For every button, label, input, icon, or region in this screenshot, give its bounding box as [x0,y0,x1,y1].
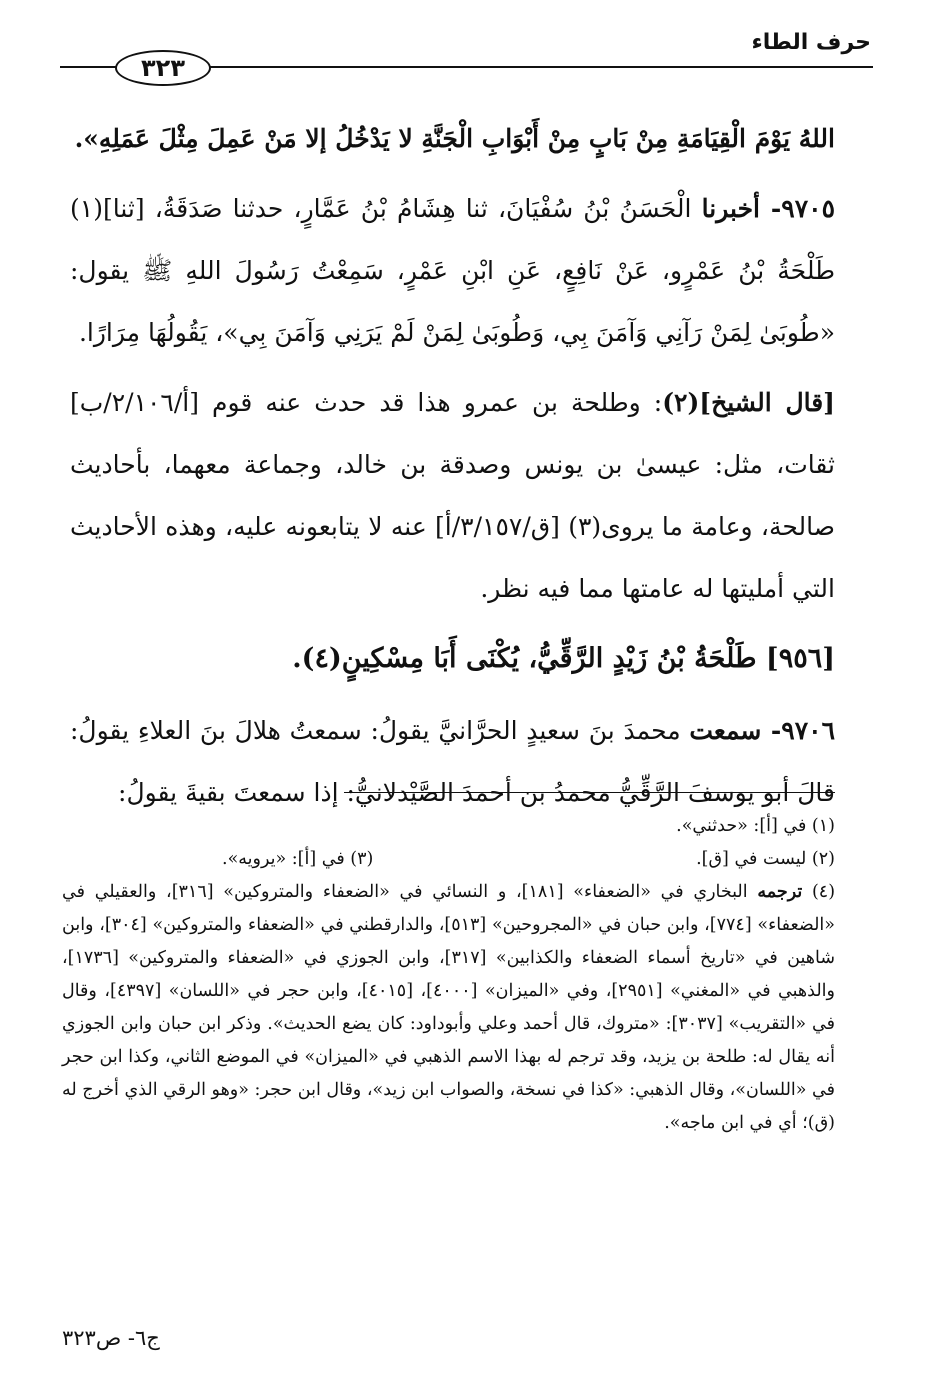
footnote-rule [344,792,835,793]
hadith-text: محمدَ بنَ سعيدٍ الحرَّانيَّ يقولُ: سمعتُ هلالَ بنَ العلاءِ يقولُ: قالَ أبو يوسفَ الرَّقِّيُّ محمدُ بن أحمدَ الصَّيْدلانيُّ: إذا سمعتَ بقيةَ يقولُ: [70,716,835,807]
page-number: ٣٢٣ [115,50,211,86]
footnote-row [62,843,835,876]
footnote-4-text: البخاري في «الضعفاء» [١٨١]، و النسائي في «الضعفاء والمتروكين» [٣١٦]، والعقيلي في «الضعفاء» [٧٧٤]، وابن حبان في «المجروحين» [٥١٣]، والدارقطني في «الضعفاء والمتروكين» [٣٠٤]، وابن شاهين في «تاريخ أسماء الضعفاء والكذابين» [٣١٧]، وابن الجوزي في «الضعفاء والمتروكين» [١٧٣٦]، والذهبي في «المغني» [٢٩٥١]، وفي «الميزان» [٤٠٠٠]، [٤٠١٥]، وابن حجر في «اللسان» [٤٣٩٧]، وقال في «التقريب» [٣٠٣٧]: «متروك، قال أحمد وعلي وأبوداود: كان يضع الحديث». وذكر ابن حبان وابن الجوزي أنه يقال له: طلحة بن يزيد، وقد ترجم له بهذا الاسم الذهبي في «الميزان» في الموضع الثاني، وكذا ابن حجر في «اللسان»، وقال الذهبي: «كذا في نسخة، والصواب ابن زيد»، وقال ابن حجر: «وهو الرقي الذي أخرج له (ق)؛ أي في ابن ماجه». [62,882,835,1133]
hadith-text: الْحَسَنُ بْنُ سُفْيَانَ، ثنا هِشَامُ بْنُ عَمَّارٍ، حدثنا صَدَقَةُ، [ثنا](١) طَلْحَةُ بْنُ عَمْرٍو، عَنْ نَافِعٍ، عَنِ ابْنِ عَمْرٍ، سَمِعْتُ رَسُولَ اللهِ ﷺ يقول: «طُوبَىٰ لِمَنْ رَآنِي وَآمَنَ بِي، وَطُوبَىٰ لِمَنْ لَمْ يَرَنِي وَآمَنَ بِي»، يَقُولُهَا مِرَارًا. [70,194,835,347]
comment-lead: [قال الشيخ](٢) [662,388,836,417]
volume-page-reference: ج٦- ص٣٢٣ [62,1326,160,1350]
chapter-title: حرف الطاء [751,30,871,55]
hadith-lead: سمعت [689,716,762,745]
paragraph-sheikh-comment [70,372,835,620]
hadith-number: ٩٧٠٦- [761,716,835,745]
hadith-lead: أخبرنا [701,194,760,223]
footnote-1: (١) في [أ]: «حدثني». [676,816,835,836]
paragraph-hadith-9706 [70,700,835,824]
paragraph-hadith-9705 [70,178,835,364]
footnote-4 [62,876,835,1140]
footnote-3: (٣) في [أ]: «يرويه». [222,849,374,869]
paragraph-hadith-end: اللهُ يَوْمَ الْقِيَامَةِ مِنْ بَابٍ مِنْ أَبْوَابِ الْجَنَّةِ لا يَدْخُلُ إلا مَنْ عَمِلَ مِثْلَ عَمَلِهِ». [74,124,835,153]
footnotes [62,810,835,1140]
main-text [70,108,835,832]
comment-text: : وطلحة بن عمرو هذا قد حدث عنه قوم [أ/٢/١٠٦/ب] ثقات، مثل: عيسىٰ بن يونس وصدقة بن خالد، وجماعة معهما، بأحاديث صالحة، وعامة ما يروى(٣) [ق/٣/١٥٧/أ] عنه لا يتابعونه عليه، وهذه الأحاديث التي أمليتها له عامتها مما فيه نظر. [70,388,835,603]
footnote-4-lead: ترجمه [757,882,803,902]
entry-heading: [٩٥٦] طَلْحَةُ بْنُ زَيْدٍ الرَّقِّيُّ، يُكْنَى أَبَا مِسْكِينٍ(٤). [292,643,835,674]
footnote-4-number: (٤) [802,882,836,902]
footnote-2: (٢) ليست في [ق]. [696,849,835,869]
hadith-number: ٩٧٠٥- [759,194,835,223]
